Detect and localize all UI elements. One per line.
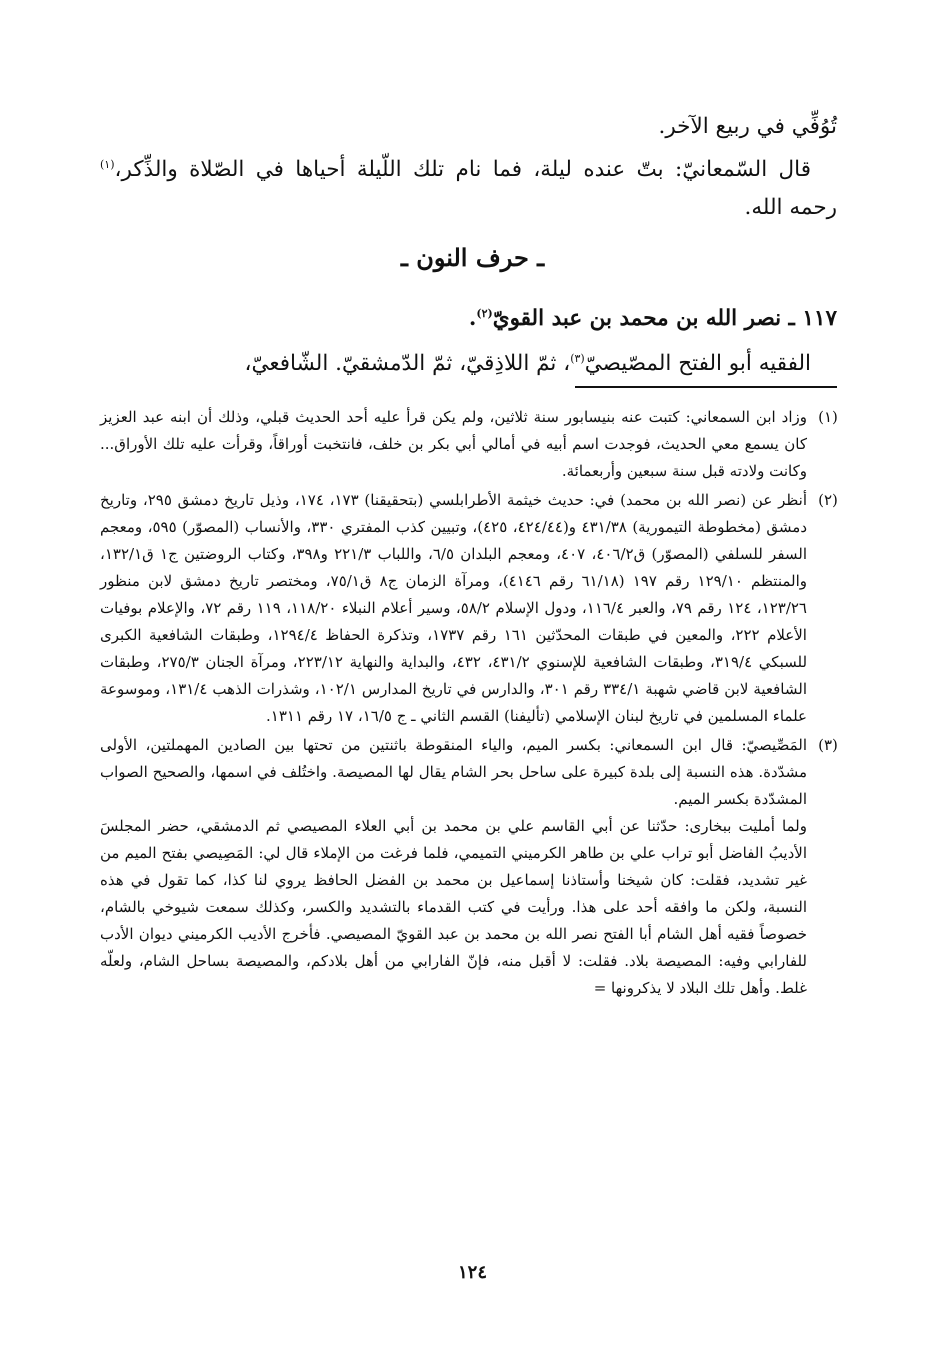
entry-description: الفقيه أبو الفتح المصّيصيّ$^{(٣)}$، ثمّ اللاذِقيّ، ثمّ الدّمشقيّ. الشّافعيّ،	[244, 351, 811, 377]
footnote-text: وزاد ابن السمعاني: كتبت عنه بنيسابور سنة ثلاثين، ولم يكن قرأ عليه أحد الحديث قبلي، وذلك أن ابنه عبد العزيز كان يسمع معي الحديث، فوجدت اسم أبيه في أمالي أبي بكر بن خلف، فانتخبت أوراقاً، وقرأت عليه تلك الأوراق... وكانت ولادته قبل سنة سبعين وأربعمائة.	[100, 408, 807, 480]
samani-quote: قال السّمعانيّ: بتّ عنده ليلة، فما نام تلك اللّيلة أحياها في الصّلاة والذِّكر،$^{(١)}$ رحمه الله.	[100, 157, 837, 221]
footnote-text: أنظر عن (نصر الله بن محمد) في: حديث خيثمة الأطرابلسي (بتحقيقنا) ١٧٣، ١٧٤، وذيل تاريخ دمشق ٢٩٥، وتاريخ دمشق (مخطوطة التيمورية) ٤٣١/٣٨ و(٤٢٤/٤٤، ٤٢٥)، وتبيين كذب المفتري ٣٣٠، والأنساب (المصوّر) ٥٩٥، ومعجم السفر للسلفي (المصوّر) ق٤٠٦/٢، ٤٠٧، ومعجم البلدان ٦/٥، واللباب ٢٢١/٣ و٣٩٨، وكتاب الروضتين ج١ ق١٣٢/١، والمنتظم ١٢٩/١٠ رقم ١٩٧ (٦١/١٨ رقم ٤١٤٦)، ومرآة الزمان ج٨ ق٧٥/١، ومختصر تاريخ دمشق لابن منظور ١٢٣/٢٦، ١٢٤ رقم ٧٩، والعبر ١١٦/٤، ودول الإسلام ٥٨/٢، وسير أعلام النبلاء ١١٨/٢٠، ١١٩ رقم ٧٢، والإعلام بوفيات الأعلام ٢٢٢، والمعين في طبقات المحدّثين ١٦١ رقم ١٧٣٧، وتذكرة الحفاظ ١٢٩٤/٤، وطبقات الشافعية الكبرى للسبكي ٣١٩/٤، وطبقات الشافعية للإسنوي ٤٣١/٢، ٤٣٢، والبداية والنهاية ٢٢٣/١٢، ومرآة الجنان ٢٧٥/٣، وطبقات الشافعية لابن قاضي شهبة ٣٣٤/١ رقم ٣٠١، والدارس في تاريخ المدارس ١٠٢/١، وشذرات الذهب ١٣١/٤، وموسوعة علماء المسلمين في تاريخ لبنان الإسلامي (تأليفنا) القسم الثاني ـ ج ١٦/٥، ١٧ رقم ١٣١١.	[100, 491, 808, 725]
main-text	[100, 108, 837, 227]
footnote-2	[100, 487, 849, 730]
footnote-number: (٢)	[818, 491, 838, 509]
footnotes	[100, 404, 849, 1004]
footnote-body	[100, 732, 807, 1002]
death-line: تُوُفِّي في ربيع الآخر.	[658, 114, 837, 139]
footnote-number: (١)	[818, 408, 838, 426]
footnote-text: المَصِّيصيّ: قال ابن السمعاني: بكسر الميم، والياء المنقوطة باثنتين من تحتها بين الصادين المهملتين، الأولى مشدّدة. هذه النسبة إلى بلدة كبيرة على ساحل بحر الشام يقال لها المصيصة. واختُلف في اسمها، والصحيح الصواب المشدّدة بكسر الميم.	[100, 736, 807, 808]
footnote-1	[100, 404, 849, 485]
footnote-number: (٣)	[818, 736, 838, 754]
footnote-3	[100, 732, 849, 1002]
biography-entry	[100, 294, 837, 384]
section-heading: ـ حرف النون ـ	[400, 243, 545, 272]
footnote-continuation: ولما أمليت ببخارى: حدّثنا عن أبي القاسم علي بن محمد بن أبي العلاء المصيصي ثم الدمشقي، حضر المجلسَ الأديبُ الفاضل أبو تراب علي بن طاهر الكرميني التميمي، فلما فرغت من الإملاء قال لي: المَصِيصي بفتح الميم من غير تشديد، فقلت: كان شيخنا وأستاذنا إسماعيل بن محمد بن الفضل الحافظ يروي لنا كذا، كما تقول في هذه النسبة، ولكن ما وافقه أحد على هذا. ورأيت في كتب القدماء بالتشديد والكسر، وكذلك سمعت شيوخي بالشام، خصوصاً فقيه أهل الشام أبا الفتح نصر الله بن محمد بن عبد القويّ المصيصي. فأخرج الأديب الكرميني ديوان الأدب للفارابي وفيه: المصيصة بلاد. فقلت: لا أقبل منه، فإنّ الفارابي من أهل بلادكم، والمصيصة بساحل الشام، ولعلّه غلط. وأهل تلك البلاد لا يذكرونها =	[100, 817, 807, 997]
footnote-ref-3: (٣)	[570, 352, 585, 366]
entry-title: ١١٧ ـ نصر الله بن محمد بن عبد القويّ$^{(٢)}$.	[468, 306, 837, 332]
footnote-divider	[575, 386, 837, 388]
footnote-ref-1: (١)	[100, 158, 115, 171]
page-number: ١٢٤	[457, 1262, 487, 1283]
footnote-ref-2: (٢)	[476, 307, 493, 320]
